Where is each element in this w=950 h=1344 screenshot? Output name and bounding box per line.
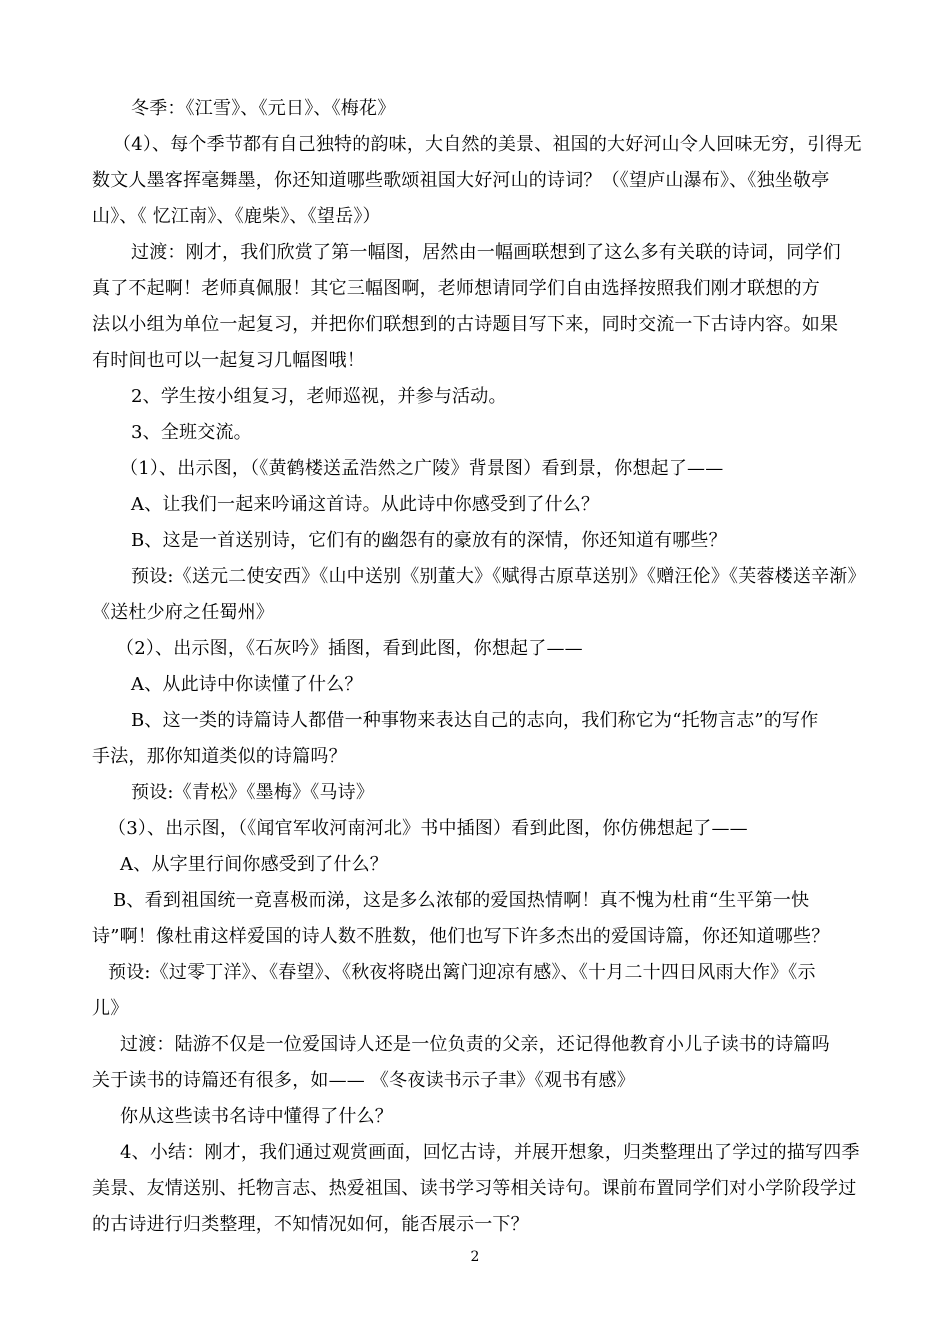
text-line: B、这一类的诗篇诗人都借一种事物来表达自己的志向，我们称它为“托物言志”的写作: [131, 710, 819, 731]
text-line: A、让我们一起来吟诵这首诗。从此诗中你感受到了什么？: [131, 494, 600, 515]
text-line: 有时间也可以一起复习几幅图哦！: [92, 350, 365, 371]
text-line: A、从此诗中你读懂了什么？: [131, 674, 363, 695]
text-line: 真了不起啊！老师真佩服！其它三幅图啊，老师想请同学们自由选择按照我们刚才联想的方: [92, 278, 820, 299]
text-line: 关于读书的诗篇还有很多，如—— 《冬夜读书示子聿》《观书有感》: [92, 1070, 635, 1091]
text-line: 儿》: [92, 998, 129, 1019]
text-line: 《送杜少府之任蜀州》: [92, 602, 274, 623]
text-line: 过渡：刚才，我们欣赏了第一幅图，居然由一幅画联想到了这么多有关联的诗词，同学们: [131, 242, 841, 263]
text-line: 预设:《青松》《墨梅》《马诗》: [131, 782, 375, 803]
text-line: 美景、友情送别、托物言志、热爱祖国、读书学习等相关诗句。课前布置同学们对小学阶段学过: [92, 1178, 857, 1199]
text-line: （3）、出示图，（《闻官军收河南河北》书中插图）看到此图，你仿佛想起了——: [108, 818, 748, 839]
text-line: 预设:《送元二使安西》《山中送别《别董大》《赋得古原草送别》《赠汪伦》《芙蓉楼送辛渐》: [131, 566, 866, 587]
text-line: 诗”啊！像杜甫这样爱国的诗人数不胜数，他们也写下许多杰出的爱国诗篇，你还知道哪些？: [92, 926, 830, 947]
text-line: 你从这些读书名诗中懂得了什么？: [120, 1106, 393, 1127]
text-line: 手法，那你知道类似的诗篇吗？: [92, 746, 347, 767]
text-line: 山》、《 忆江南》、《鹿柴》、《望岳》）: [92, 206, 381, 227]
text-line: （4）、每个季节都有自己独特的韵味，大自然的美景、祖国的大好河山令人回味无穷，引得无: [113, 134, 862, 155]
text-line: 过渡：陆游不仅是一位爱国诗人还是一位负责的父亲，还记得他教育小儿子读书的诗篇吗: [120, 1034, 830, 1055]
text-line: （1）、出示图，（《黄鹤楼送孟浩然之广陵》背景图）看到景，你想起了——: [120, 458, 724, 479]
text-line: B、看到祖国统一竟喜极而涕，这是多么浓郁的爱国热情啊！真不愧为杜甫“生平第一快: [113, 890, 810, 911]
page-number: 2: [470, 1249, 480, 1265]
text-line: A、从字里行间你感受到了什么？: [120, 854, 388, 875]
text-line: 法以小组为单位一起复习，并把你们联想到的古诗题目写下来，同时交流一下古诗内容。如果: [92, 314, 839, 335]
text-line: 2、学生按小组复习，老师巡视，并参与活动。: [131, 386, 507, 407]
text-line: B、这是一首送别诗，它们有的幽怨有的豪放有的深情，你还知道有哪些？: [131, 530, 727, 551]
text-line: （2）、出示图，《石灰吟》插图，看到此图，你想起了——: [116, 638, 583, 659]
text-line: 冬季：《江雪》、《元日》、《梅花》: [131, 98, 396, 119]
text-line: 3、全班交流。: [131, 422, 252, 443]
text-line: 4、小结：刚才，我们通过观赏画面，回忆古诗，并展开想象，归类整理出了学过的描写四季: [120, 1142, 860, 1163]
text-line: 的古诗进行归类整理，不知情况如何，能否展示一下？: [92, 1214, 529, 1235]
text-line: 预设:《过零丁洋》、《春望》、《秋夜将晓出篱门迎凉有感》、《十月二十四日风雨大作》《示: [108, 962, 816, 983]
text-line: 数文人墨客挥毫舞墨，你还知道哪些歌颂祖国大好河山的诗词？（《望庐山瀑布》、《独坐敬亭: [92, 170, 830, 191]
